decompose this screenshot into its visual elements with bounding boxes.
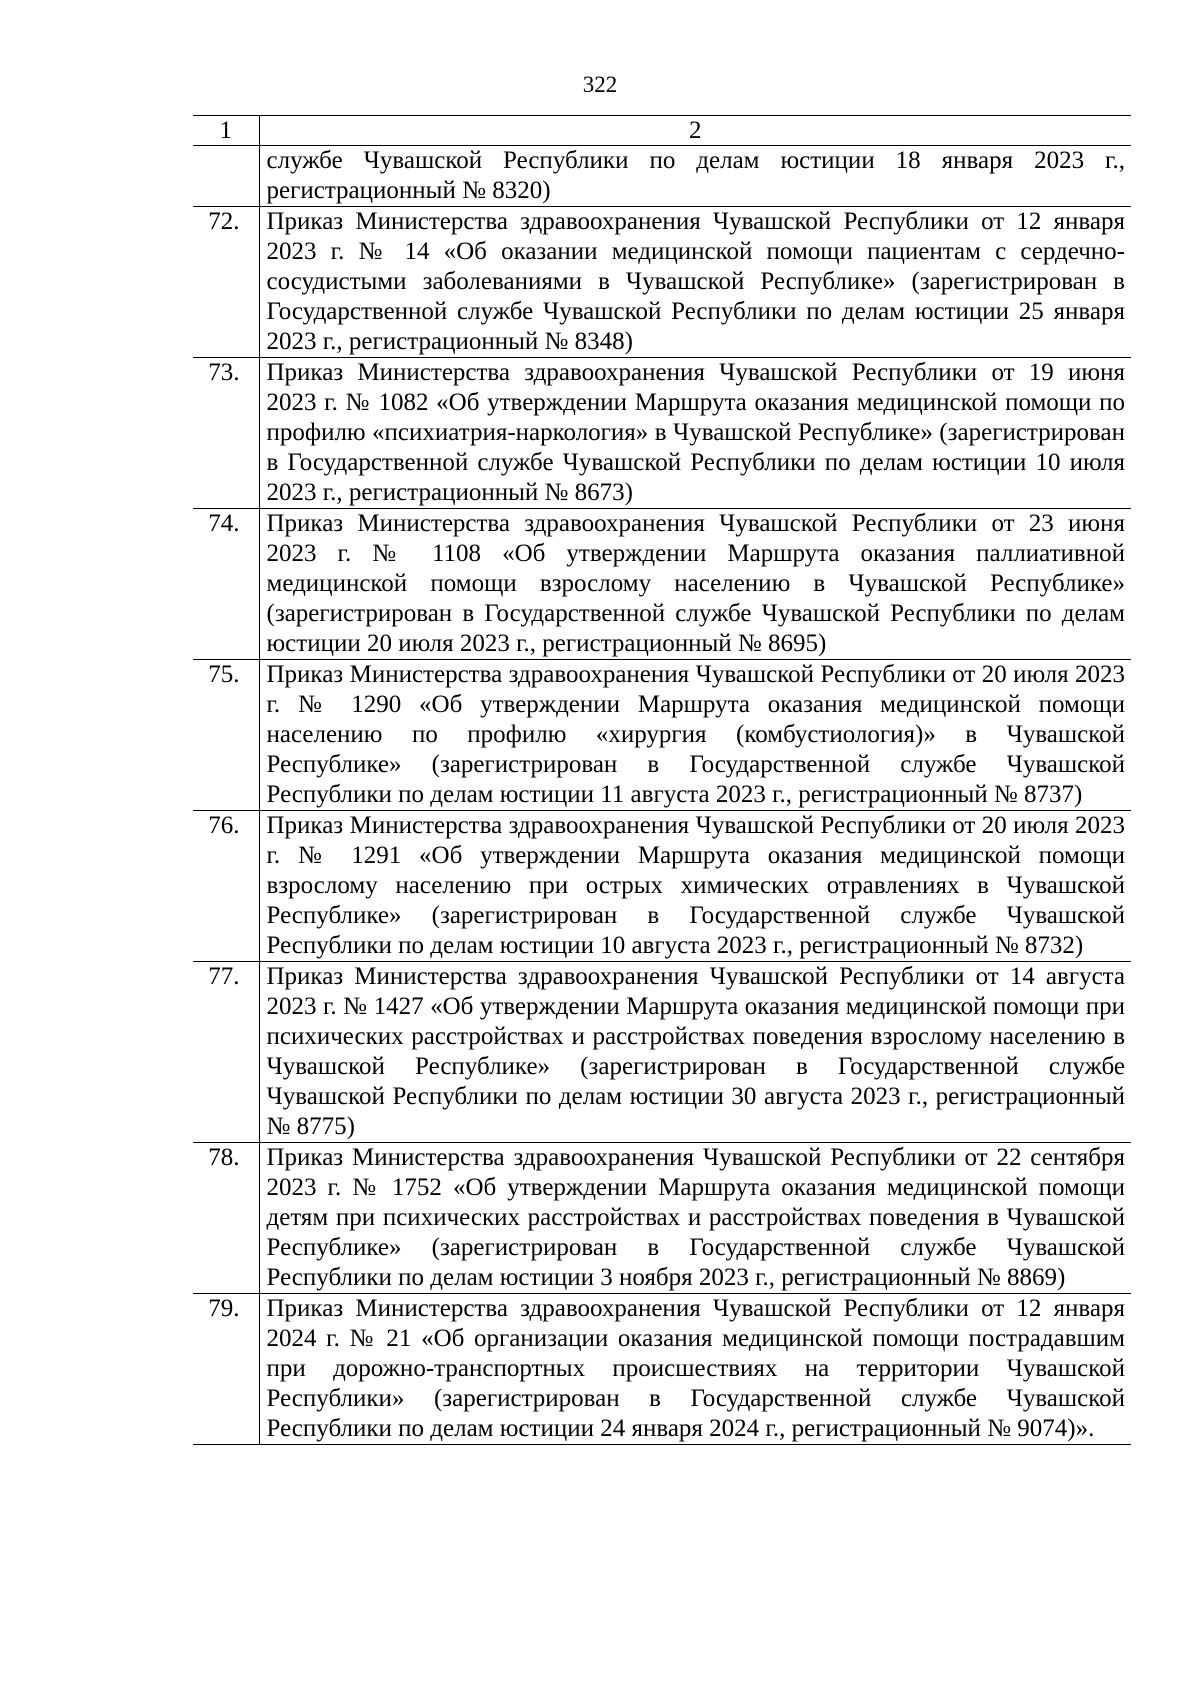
table-row: [193, 207, 1131, 358]
row-number: [193, 146, 259, 207]
row-text: Приказ Министерства здравоохранения Чувашской Республики от 14 августа 2023 г. № 1427 «Об утверждении Маршрута оказания медицинской помощи при психических расстройствах и расстройствах поведения взрослому населению в Чувашской Республике» (зарегистрирован в Государственной службе Чувашской Республики по делам юстиции 30 августа 2023 г., регистрационный № 8775): [259, 962, 1131, 1143]
row-text: Приказ Министерства здравоохранения Чувашской Республики от 12 января 2024 г. № 21 «Об организации оказания медицинской помощи пострадавшим при дорожно-транспортных происшествиях на территории Чувашской Республики» (зарегистрирован в Государственной службе Чувашской Республики по делам юстиции 24 января 2024 г., регистрационный № 9074)».: [259, 1294, 1131, 1445]
row-text: Приказ Министерства здравоохранения Чувашской Республики от 20 июля 2023 г. № 1290 «Об утверждении Маршрута оказания медицинской помощи населению по профилю «хирургия (комбустиология)» в Чувашской Республике» (зарегистрирован в Государственной службе Чувашской Республики по делам юстиции 11 августа 2023 г., регистрационный № 8737): [259, 660, 1131, 811]
column-header-number: 1: [193, 116, 259, 146]
row-number: 76.: [193, 811, 259, 962]
table-row: [193, 962, 1131, 1143]
row-number: 79.: [193, 1294, 259, 1445]
table-row: [193, 358, 1131, 509]
row-number: 72.: [193, 207, 259, 358]
table-row: [193, 146, 1131, 207]
orders-table: [193, 115, 1131, 1445]
table-header-row: [193, 116, 1131, 146]
row-number: 78.: [193, 1143, 259, 1294]
row-text: Приказ Министерства здравоохранения Чувашской Республики от 19 июня 2023 г. № 1082 «Об утверждении Маршрута оказания медицинской помощи по профилю «психиатрия-наркология» в Чувашской Республике» (зарегистрирован в Государственной службе Чувашской Республики по делам юстиции 10 июля 2023 г., регистрационный № 8673): [259, 358, 1131, 509]
row-text: Приказ Министерства здравоохранения Чувашской Республики от 23 июня 2023 г. № 1108 «Об утверждении Маршрута оказания паллиативной медицинской помощи взрослому населению в Чувашской Республике» (зарегистрирован в Государственной службе Чувашской Республики по делам юстиции 20 июля 2023 г., регистрационный № 8695): [259, 509, 1131, 660]
row-number: 77.: [193, 962, 259, 1143]
table-row: [193, 509, 1131, 660]
row-number: 74.: [193, 509, 259, 660]
row-text: Приказ Министерства здравоохранения Чувашской Республики от 22 сентября 2023 г. № 1752 «Об утверждении Маршрута оказания медицинской помощи детям при психических расстройствах и расстройствах поведения в Чувашской Республике» (зарегистрирован в Государственной службе Чувашской Республики по делам юстиции 3 ноября 2023 г., регистрационный № 8869): [259, 1143, 1131, 1294]
row-text: Приказ Министерства здравоохранения Чувашской Республики от 20 июля 2023 г. № 1291 «Об утверждении Маршрута оказания медицинской помощи взрослому населению при острых химических отравлениях в Чувашской Республике» (зарегистрирован в Государственной службе Чувашской Республики по делам юстиции 10 августа 2023 г., регистрационный № 8732): [259, 811, 1131, 962]
column-header-text: 2: [259, 116, 1131, 146]
row-number: 75.: [193, 660, 259, 811]
row-number: 73.: [193, 358, 259, 509]
table-row: [193, 1294, 1131, 1445]
table-row: [193, 811, 1131, 962]
table-row: [193, 1143, 1131, 1294]
row-text: службе Чувашской Республики по делам юстиции 18 января 2023 г., регистрационный № 8320): [259, 146, 1131, 207]
table-row: [193, 660, 1131, 811]
page-number: 322: [582, 72, 618, 97]
row-text: Приказ Министерства здравоохранения Чувашской Республики от 12 января 2023 г. № 14 «Об оказании медицинской помощи пациентам с сердечно-сосудистыми заболеваниями в Чувашской Республике» (зарегистрирован в Государственной службе Чувашской Республики по делам юстиции 25 января 2023 г., регистрационный № 8348): [259, 207, 1131, 358]
